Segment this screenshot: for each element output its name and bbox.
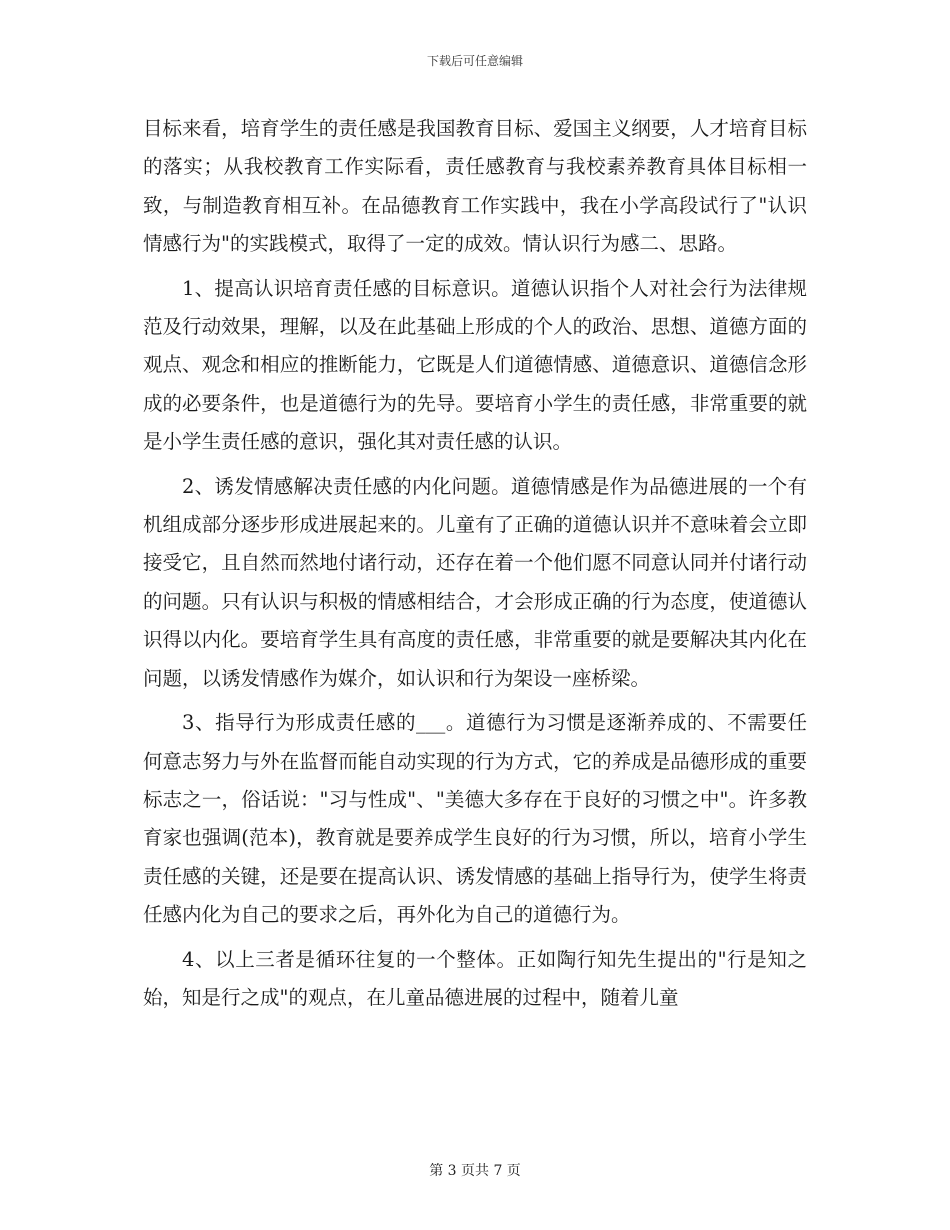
paragraph-point-1: 1、提高认识培育责任感的目标意识。道德认识指个人对社会行为法律规范及行动效果，理解，以及在此基础上形成的个人的政治、思想、道德方面的观点、观念和相应的推断能力，它既是人们道德情感、道德意识、道德信念形成的必要条件，也是道德行为的先导。要培育小学生的责任感，非常重要的就是小学生责任感的意识，强化其对责任感的认识。 [143, 276, 807, 454]
paragraph-point-4: 4、以上三者是循环往复的一个整体。正如陶行知先生提出的"行是知之始，知是行之成"的观点，在儿童品德进展的过程中，随着儿童 [143, 947, 807, 1009]
page-header: 下载后可任意编辑 [426, 54, 523, 68]
paragraph-point-3: 3、指导行为形成责任感的___。道德行为习惯是逐渐养成的、不需要任何意志努力与外在监督而能自动实现的行为方式，它的养成是品德形成的重要标志之一，俗话说："习与性成"、"美德大多存在于良好的习惯之中"。许多教育家也强调(范本)，教育就是要养成学生良好的行为习惯，所以，培育小学生责任感的关键，还是要在提高认识、诱发情感的基础上指导行为，使学生将责任感内化为自己的要求之后，再外化为自己的道德行为。 [143, 711, 807, 927]
document-body [143, 110, 807, 1017]
paragraph-intro: 目标来看，培育学生的责任感是我国教育目标、爱国主义纲要，人才培育目标的落实；从我校教育工作实际看，责任感教育与我校素养教育具体目标相一致，与制造教育相互补。在品德教育工作实践中，我在小学高段试行了"认识情感行为"的实践模式，取得了一定的成效。情认识行为感二、思路。 [143, 117, 807, 256]
paragraph-point-2: 2、诱发情感解决责任感的内化问题。道德情感是作为品德进展的一个有机组成部分逐步形成进展起来的。儿童有了正确的道德认识并不意味着会立即接受它，且自然而然地付诸行动，还存在着一个他们愿不同意认同并付诸行动的问题。只有认识与积极的情感相结合，才会形成正确的行为态度，使道德认识得以内化。要培育学生具有高度的责任感，非常重要的就是要解决其内化在问题，以诱发情感作为媒介，如认识和行为架设一座桥梁。 [143, 474, 807, 690]
page-number-footer: 第 3 页共 7 页 [429, 1163, 521, 1179]
